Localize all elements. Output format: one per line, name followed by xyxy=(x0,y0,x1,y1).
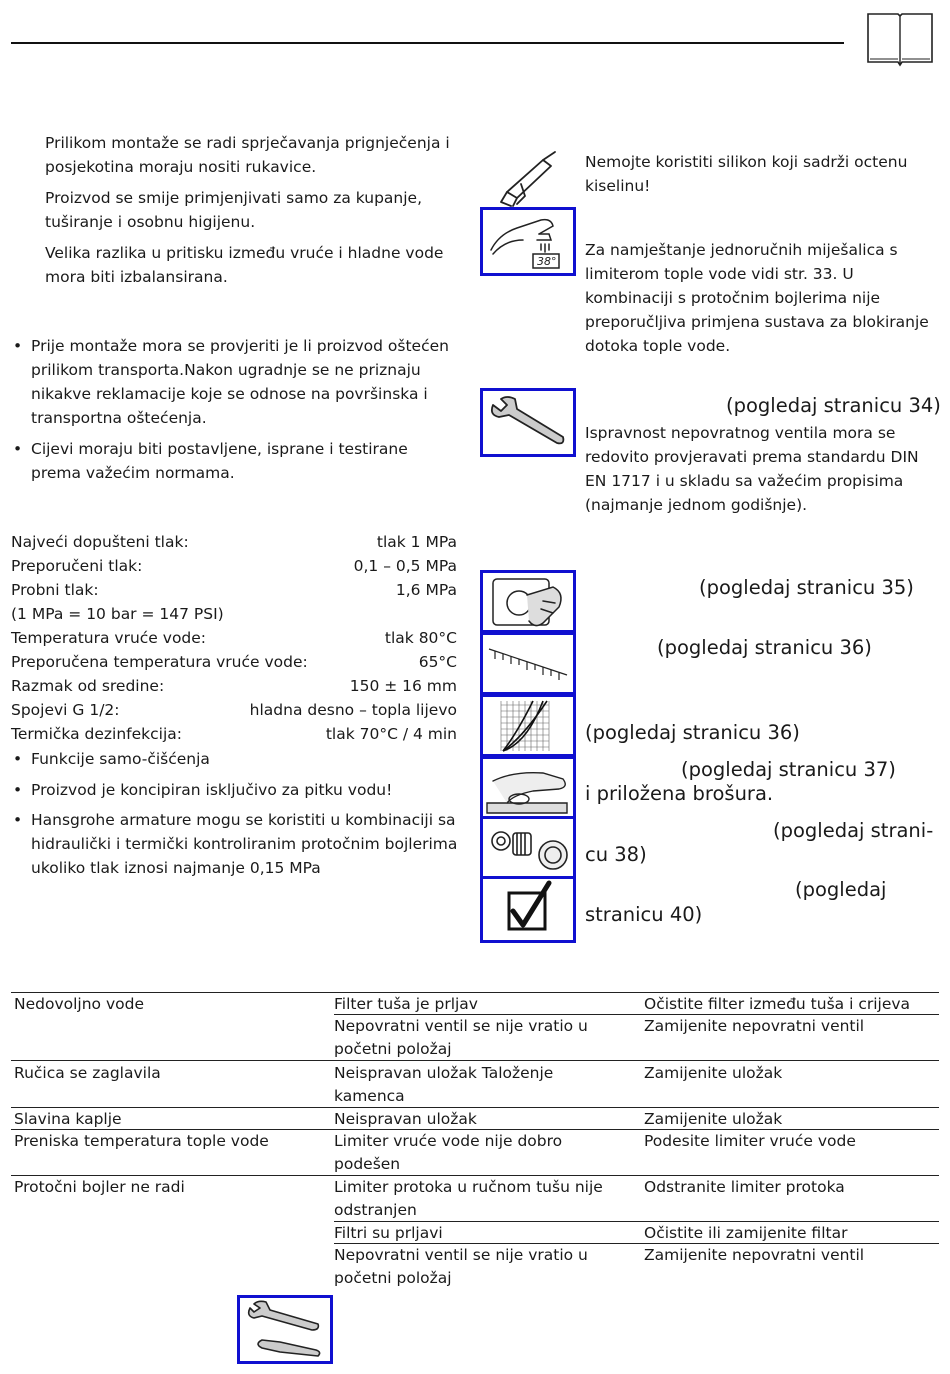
ref-page-36-a: (pogledaj stranicu 36) xyxy=(657,636,872,659)
spec-row: Probni tlak: 1,6 MPa xyxy=(11,581,457,599)
bullet-hansgrohe: • Hansgrohe armature mogu se koristiti u kombinaciji sa hidraulički i termički kontroliranim protočnim bojlerima ukoliko tlak iznosi najmanje 0,15 MPa xyxy=(31,808,463,880)
intro-usage: Proizvod se smije primjenjivati samo za kupanje, tuširanje i osobnu higijenu. xyxy=(45,189,423,231)
spec-row: (1 MPa = 10 bar = 147 PSI) xyxy=(11,605,224,623)
table-row-cause: Limiter protoka u ručnom tušu nije odstranjen xyxy=(334,1178,603,1219)
ref-page-40-a: (pogledaj xyxy=(795,878,887,901)
ref-page-35: (pogledaj stranicu 35) xyxy=(699,576,914,599)
brochure-note: i priložena brošura. xyxy=(585,782,774,805)
silicone-gun-icon xyxy=(495,148,565,208)
bullet-transport-damage: • Prije montaže mora se provjeriti je li proizvod oštećen prilikom transporta.Nakon ugradnje se ne priznaju nikakve reklamacije koje se odnose na površinska i transportna oštećenja. xyxy=(31,334,463,430)
cleaning-box xyxy=(480,756,576,819)
table-row-problem: Preniska temperatura tople vode xyxy=(14,1132,269,1150)
ref-page-38-b: cu 38) xyxy=(585,843,647,866)
table-row-problem: Nedovoljno vode xyxy=(14,995,144,1013)
table-row-cause: Neispravan uložak Taloženje kamenca xyxy=(334,1064,554,1105)
table-row-remedy: Podesite limiter vruće vode xyxy=(644,1132,856,1150)
intro-gloves: Prilikom montaže se radi sprječavanja prignječenja i posjekotina moraju nositi rukavice. xyxy=(45,134,450,176)
table-row-cause: Filtri su prljavi xyxy=(334,1224,443,1242)
wrench-box xyxy=(480,388,576,457)
table-row-cause: Neispravan uložak xyxy=(334,1110,477,1128)
spec-row: Preporučena temperatura vruće vode: 65°C xyxy=(11,653,457,671)
table-row-remedy: Zamijenite nepovratni ventil xyxy=(644,1017,865,1035)
valve-note: Ispravnost nepovratnog ventila mora se redovito provjeravati prema standardu DIN EN 1717 i u skladu sa važećim propisima (najmanje jednom godišnje). xyxy=(585,424,919,514)
table-row-remedy: Zamijenite nepovratni ventil xyxy=(644,1246,865,1264)
mounting-box xyxy=(480,570,576,633)
intro-pressure: Velika razlika u pritisku između vruće i hladne vode mora biti izbalansirana. xyxy=(45,244,444,286)
ref-page-36-b: (pogledaj stranicu 36) xyxy=(585,721,800,744)
table-row-remedy: Odstranite limiter protoka xyxy=(644,1178,845,1196)
dimensions-box xyxy=(480,632,576,695)
silicone-note: Nemojte koristiti silikon koji sadrži octenu kiselinu! xyxy=(585,153,908,195)
table-row-remedy: Zamijenite uložak xyxy=(644,1064,783,1082)
table-row-cause: Nepovratni ventil se nije vratio u početni položaj xyxy=(334,1246,588,1287)
ref-page-34: (pogledaj stranicu 34) xyxy=(726,394,941,417)
spec-row: Preporučeni tlak: 0,1 – 0,5 MPa xyxy=(11,557,457,575)
spec-row: Termička dezinfekcija: tlak 70°C / 4 min xyxy=(11,725,457,743)
spec-row: Spojevi G 1/2: hladna desno – topla lijevo xyxy=(11,701,457,719)
table-row-problem: Protočni bojler ne radi xyxy=(14,1178,185,1196)
parts-box xyxy=(480,816,576,879)
ref-page-38-a: (pogledaj strani- xyxy=(773,819,934,842)
table-row-cause: Limiter vruće vode nije dobro podešen xyxy=(334,1132,563,1173)
bullet-drinking-water: • Proizvod je koncipiran isključivo za pitku vodu! xyxy=(31,778,461,802)
table-row-cause: Nepovratni ventil se nije vratio u početni položaj xyxy=(334,1017,588,1058)
spec-row: Razmak od sredine: 150 ± 16 mm xyxy=(11,677,457,695)
header-rule xyxy=(11,42,844,44)
limiter-note: Za namještanje jednoručnih miješalica s limiterom tople vode vidi str. 33. U kombinaciji s protočnim bojlerima nije preporučljiva primjena sustava za blokiranje dotoka tople vode. xyxy=(585,241,929,355)
table-row-remedy: Zamijenite uložak xyxy=(644,1110,783,1128)
spec-row: Temperatura vruće vode: tlak 80°C xyxy=(11,629,457,647)
spec-row: Najveći dopušteni tlak: tlak 1 MPa xyxy=(11,533,457,551)
ref-page-40-b: stranicu 40) xyxy=(585,903,703,926)
checkmark-box xyxy=(480,876,576,943)
manual-book-icon xyxy=(866,10,934,68)
table-row-problem: Slavina kaplje xyxy=(14,1110,122,1128)
table-row-problem: Ručica se zaglavila xyxy=(14,1064,161,1082)
bullet-pipes: • Cijevi moraju biti postavljene, isprane i testirane prema važećim normama. xyxy=(31,437,451,485)
table-row-cause: Filter tuša je prljav xyxy=(334,995,478,1013)
temp-readout: 38° xyxy=(537,255,557,268)
flow-diagram-box xyxy=(480,694,576,757)
shower-temperature-box xyxy=(480,207,576,276)
ref-page-37: (pogledaj stranicu 37) xyxy=(681,758,896,781)
table-row-remedy: Očistite ili zamijenite filtar xyxy=(644,1224,848,1242)
tools-box xyxy=(237,1295,333,1364)
bullet-self-cleaning: • Funkcije samo-čišćenja xyxy=(31,747,451,771)
table-row-remedy: Očistite filter između tuša i crijeva xyxy=(644,995,911,1013)
